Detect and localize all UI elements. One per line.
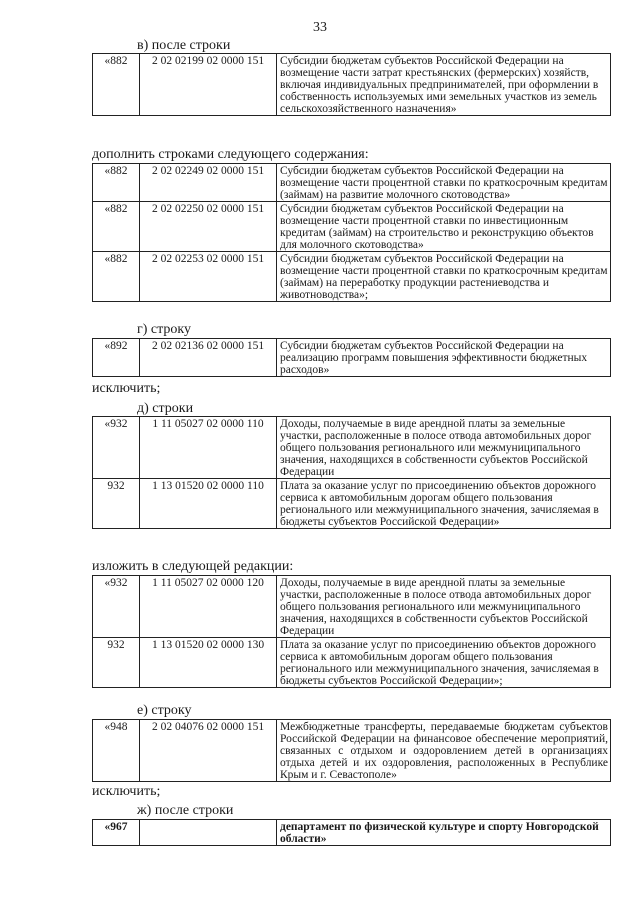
admin-code-cell: «932 xyxy=(93,576,140,638)
classification-table xyxy=(92,338,611,377)
description-cell: Субсидии бюджетам субъектов Российской Федерации на возмещение части затрат крестьянских (фермерских) хозяйств, включая индивидуальных предпринимателей, при оформлении в собственность используемых ими земельных участков из земель сельскохозяйственного назначения» xyxy=(277,54,611,116)
instruction-text: ж) после строки xyxy=(137,803,234,818)
description-cell: Плата за оказание услуг по присоединению объектов дорожного сервиса к автомобильным дорогам общего пользования регионального или межмуниципального значения, зачисляемая в бюджеты субъектов Российской Федерации» xyxy=(277,479,611,529)
budget-code-cell: 1 13 01520 02 0000 130 xyxy=(140,638,277,688)
table-row xyxy=(93,720,611,782)
table-row xyxy=(93,202,611,252)
instruction-text: г) строку xyxy=(137,322,192,337)
instruction-text: е) строку xyxy=(137,703,192,718)
instruction-text: дополнить строками следующего содержания: xyxy=(92,147,369,162)
admin-code-cell: «882 xyxy=(93,202,140,252)
table-row xyxy=(93,339,611,377)
budget-code-cell: 2 02 02136 02 0000 151 xyxy=(140,339,277,377)
admin-code-cell: «967 xyxy=(93,820,140,846)
description-cell: Субсидии бюджетам субъектов Российской Федерации на возмещение части процентной ставки по краткосрочным кредитам (займам) на развитие молочного скотоводства» xyxy=(277,164,611,202)
admin-code-cell: 932 xyxy=(93,638,140,688)
table-row xyxy=(93,417,611,479)
budget-code-cell: 2 02 02250 02 0000 151 xyxy=(140,202,277,252)
admin-code-cell: «882 xyxy=(93,164,140,202)
budget-code-cell: 1 13 01520 02 0000 110 xyxy=(140,479,277,529)
table-row xyxy=(93,479,611,529)
budget-code-cell: 2 02 02249 02 0000 151 xyxy=(140,164,277,202)
instruction-text: д) строки xyxy=(137,401,194,416)
budget-code-cell: 1 11 05027 02 0000 110 xyxy=(140,417,277,479)
budget-code-cell xyxy=(140,820,277,846)
table-row xyxy=(93,576,611,638)
budget-code-cell: 2 02 02199 02 0000 151 xyxy=(140,54,277,116)
admin-code-cell: «882 xyxy=(93,252,140,302)
admin-code-cell: «948 xyxy=(93,720,140,782)
classification-table xyxy=(92,53,611,116)
classification-table xyxy=(92,575,611,688)
budget-code-cell: 2 02 02253 02 0000 151 xyxy=(140,252,277,302)
table-row xyxy=(93,820,611,846)
table-row xyxy=(93,54,611,116)
budget-code-cell: 2 02 04076 02 0000 151 xyxy=(140,720,277,782)
classification-table xyxy=(92,819,611,846)
table-row xyxy=(93,638,611,688)
description-cell: Плата за оказание услуг по присоединению объектов дорожного сервиса к автомобильным дорогам общего пользования регионального или межмуниципального значения, зачисляемая в бюджеты субъектов Российской Федерации»; xyxy=(277,638,611,688)
budget-code-cell: 1 11 05027 02 0000 120 xyxy=(140,576,277,638)
instruction-text: в) после строки xyxy=(137,38,231,53)
description-cell: департамент по физической культуре и спорту Новгородской области» xyxy=(277,820,611,846)
instruction-text: исключить; xyxy=(92,784,161,799)
description-cell: Доходы, получаемые в виде арендной платы за земельные участки, расположенные в полосе отвода автомобильных дорог общего пользования регионального или межмуниципального значения, находящихся в собственности субъектов Российской Федерации xyxy=(277,576,611,638)
admin-code-cell: 932 xyxy=(93,479,140,529)
page-number: 33 xyxy=(313,20,327,35)
description-cell: Межбюджетные трансферты, передаваемые бюджетам субъектов Российской Федерации на финансовое обеспечение мероприятий, связанных с отдыхом и оздоровлением детей в организациях отдыха детей и их оздоровления, расположенных в Республике Крым и г. Севастополе» xyxy=(277,720,611,782)
instruction-text: изложить в следующей редакции: xyxy=(92,559,294,574)
instruction-text: исключить; xyxy=(92,381,161,396)
description-cell: Субсидии бюджетам субъектов Российской Федерации на возмещение части процентной ставки по инвестиционным кредитам (займам) на строительство и реконструкцию объектов для молочного скотоводства» xyxy=(277,202,611,252)
table-row xyxy=(93,164,611,202)
description-cell: Доходы, получаемые в виде арендной платы за земельные участки, расположенные в полосе отвода автомобильных дорог общего пользования регионального или межмуниципального значения, находящихся в собственности субъектов Российской Федерации xyxy=(277,417,611,479)
description-cell: Субсидии бюджетам субъектов Российской Федерации на реализацию программ повышения эффективности бюджетных расходов» xyxy=(277,339,611,377)
classification-table xyxy=(92,163,611,302)
admin-code-cell: «932 xyxy=(93,417,140,479)
description-cell: Субсидии бюджетам субъектов Российской Федерации на возмещение части процентной ставки по краткосрочным кредитам (займам) на переработку продукции растениеводства и животноводства»; xyxy=(277,252,611,302)
table-row xyxy=(93,252,611,302)
classification-table xyxy=(92,719,611,782)
admin-code-cell: «892 xyxy=(93,339,140,377)
classification-table xyxy=(92,416,611,529)
admin-code-cell: «882 xyxy=(93,54,140,116)
